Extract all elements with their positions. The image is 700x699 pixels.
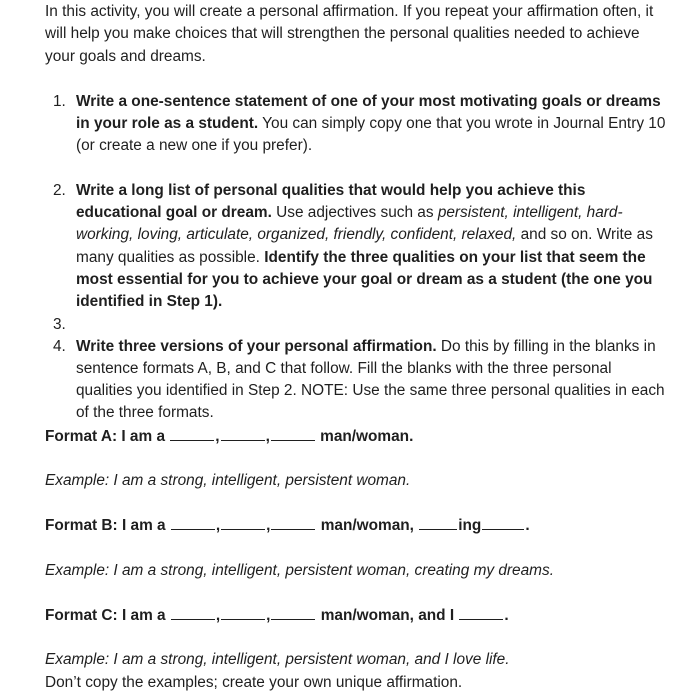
step-item-2 <box>45 180 672 314</box>
step-2-text-b: and so on. Write as many qualities as possible. <box>76 226 653 266</box>
step-number: 2. <box>53 181 66 199</box>
step-number: 1. <box>53 92 66 110</box>
format-a-tail: man/woman. <box>315 427 414 445</box>
fill-blank[interactable] <box>171 514 215 530</box>
separator: , <box>215 427 220 445</box>
format-b-mid: man/woman, <box>316 517 419 535</box>
step-1-text: You can simply copy one that you wrote in Journal Entry 10 (or create a new one if you prefer). <box>76 115 666 155</box>
fill-blank[interactable] <box>221 604 265 620</box>
format-c-end: . <box>504 606 509 624</box>
fill-blank[interactable] <box>170 425 214 441</box>
fill-blank[interactable] <box>271 514 315 530</box>
fill-blank[interactable] <box>419 514 457 530</box>
step-2-text-a: Use adjectives such as <box>271 204 438 222</box>
format-a-example: Example: I am a strong, intelligent, persistent woman. <box>45 472 411 490</box>
format-c-mid: man/woman, and I <box>316 606 459 624</box>
step-1-heading: Write a one-sentence statement of one of your most motivating goals or dreams in your role as a student. <box>76 92 661 133</box>
format-a-lead: Format A: I am a <box>45 427 166 445</box>
step-item-1 <box>45 91 672 158</box>
format-b-ing: ing <box>458 517 482 535</box>
format-b-lead: Format B: I am a <box>45 517 166 535</box>
step-2-emphasis: Identify the three qualities on your list that seem the most essential for you to achieve your goal or dream as a student (the one you identified in Step 1). <box>76 248 653 311</box>
fill-blank[interactable] <box>171 604 215 620</box>
separator: , <box>266 606 271 624</box>
separator: , <box>215 606 221 624</box>
format-c-lead: Format C: I am a <box>45 606 166 624</box>
step-number: 4. <box>53 337 66 355</box>
format-a <box>45 425 672 448</box>
separator: , <box>266 517 271 535</box>
format-c <box>45 604 672 627</box>
fill-blank[interactable] <box>271 604 315 620</box>
intro-paragraph: In this activity, you will create a personal affirmation. If you repeat your affirmation often, it will help you make choices that will strengthen the personal qualities needed to achieve your goals and dreams. <box>45 3 654 65</box>
fill-blank[interactable] <box>482 514 524 530</box>
step-4-text: Do this by filling in the blanks in sentence formats A, B, and C that follow. Fill the blanks with the three personal qualities you identified in Step 2. NOTE: Use the same three personal qualities in each of the three formats. <box>76 337 665 422</box>
format-c-example: Example: I am a strong, intelligent, persistent woman, and I love life. <box>45 651 510 669</box>
steps-list <box>45 91 672 425</box>
format-b <box>45 514 672 537</box>
step-2-heading: Write a long list of personal qualities that would help you achieve this educational goal or dream. <box>76 181 586 222</box>
step-item-4 <box>45 336 672 425</box>
format-b-example: Example: I am a strong, intelligent, persistent woman, creating my dreams. <box>45 561 554 579</box>
step-4-heading: Write three versions of your personal affirmation. <box>76 337 437 355</box>
fill-blank[interactable] <box>271 425 315 441</box>
fill-blank[interactable] <box>221 514 265 530</box>
step-item-3 <box>45 314 672 336</box>
format-b-end: . <box>525 517 530 535</box>
step-2-examples: persistent, intelligent, hard-working, loving, articulate, organized, friendly, confident, relaxed, <box>76 204 623 244</box>
fill-blank[interactable] <box>221 425 265 441</box>
step-number: 3. <box>53 315 66 333</box>
fill-blank[interactable] <box>459 604 503 620</box>
closing-note: Don’t copy the examples; create your own unique affirmation. <box>45 673 463 691</box>
separator: , <box>215 517 221 535</box>
separator: , <box>265 427 270 445</box>
